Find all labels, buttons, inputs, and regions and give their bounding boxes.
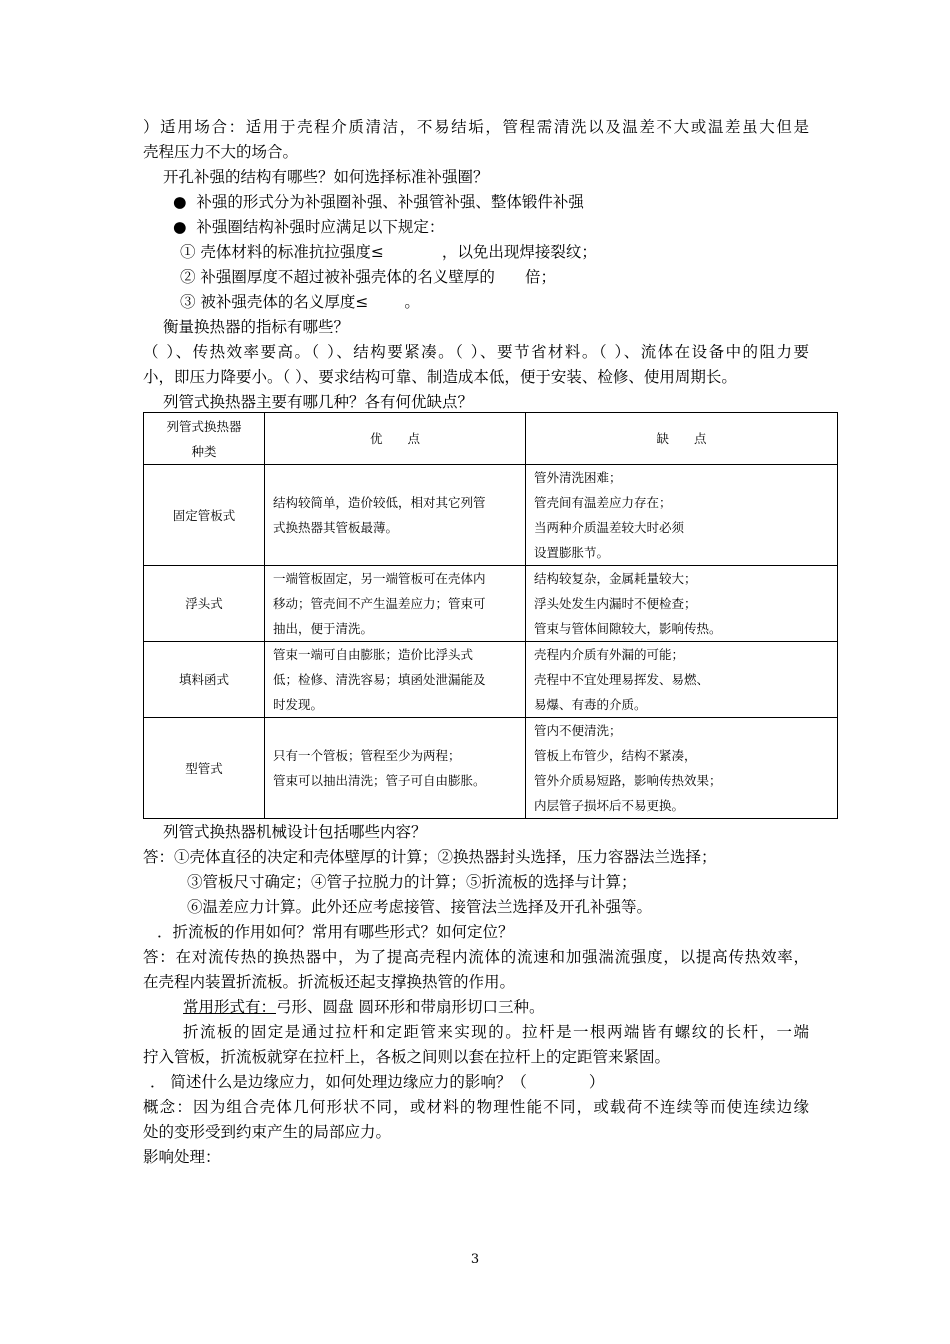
row-type: 型管式	[144, 718, 265, 819]
baffle-forms-text: 弓形、圆盘 圆环形和带扇形切口三种。	[276, 998, 545, 1016]
pros-line: 只有一个管板；管程至少为两程；	[273, 748, 461, 763]
page-number: 3	[470, 1252, 480, 1267]
design-answer-line-3: ⑥温差应力计算。此外还应考虑接管、接管法兰选择及开孔补强等。	[187, 898, 653, 916]
heat-exchanger-types-table	[143, 412, 838, 819]
cons-line: 浮头处发生内漏时不便检查；	[534, 596, 697, 611]
header-type	[144, 413, 265, 465]
baffle-answer-line-1: 答：在对流传热的换热器中，为了提高壳程内流体的流速和加强湍流强度，以提高传热效率，	[143, 948, 809, 966]
table-row	[144, 642, 838, 718]
pros-line: 移动；管壳间不产生温差应力；管束可	[273, 596, 486, 611]
row-type: 浮头式	[144, 566, 265, 642]
bullet-text-1: 补强的形式分为补强圈补强、补强管补强、整体锻件补强	[196, 193, 584, 211]
row-pros	[265, 566, 526, 642]
applicability-line-2: 壳程压力不大的场合。	[143, 143, 299, 161]
design-answer-line-1: 答：①壳体直径的决定和壳体壁厚的计算；②换热器封头选择，压力容器法兰选择；	[143, 848, 717, 866]
baffle-forms-label: 常用形式有：	[183, 998, 277, 1016]
design-question: 列管式换热器机械设计包括哪些内容？	[163, 823, 427, 841]
cons-line: 管内不便清洗；	[534, 723, 622, 738]
row-cons	[526, 465, 838, 566]
rule-1	[180, 242, 597, 262]
bullet-icon: ●	[173, 218, 187, 236]
rule-3-suffix: 。	[404, 293, 420, 311]
table-row	[144, 465, 838, 566]
indicators-answer-line-2: 小，即压力降要小。（ ）、要求结构可靠、制造成本低，便于安装、检修、使用周期长。	[143, 368, 737, 386]
bullet-item-2	[173, 217, 444, 237]
cons-line: 管壳间有温差应力存在；	[534, 495, 672, 510]
cons-line: 壳程中不宜处理易挥发、易燃、	[534, 672, 710, 687]
row-cons	[526, 566, 838, 642]
row-cons	[526, 642, 838, 718]
pros-line: 抽出，便于清洗。	[273, 621, 374, 636]
edge-stress-impact: 影响处理：	[143, 1148, 221, 1166]
table-row	[144, 566, 838, 642]
row-pros	[265, 465, 526, 566]
pros-line: 时发现。	[273, 697, 324, 712]
baffle-forms	[183, 997, 544, 1017]
header-cons: 缺 点	[526, 413, 838, 465]
cons-line: 壳程内介质有外漏的可能；	[534, 647, 685, 662]
indicators-question: 衡量换热器的指标有哪些？	[163, 318, 350, 336]
baffle-fix-line-1: 折流板的固定是通过拉杆和定距管来实现的。拉杆是一根两端皆有螺纹的长杆，一端	[183, 1023, 809, 1041]
baffle-answer-line-2: 在壳程内装置折流板。折流板还起支撑换热管的作用。	[143, 973, 516, 991]
rule-1-suffix: ，以免出现焊接裂纹；	[441, 243, 597, 261]
cons-line: 管外介质易短路，影响传热效果；	[534, 773, 722, 788]
cons-line: 内层管子损坏后不易更换。	[534, 798, 685, 813]
pros-line: 一端管板固定，另一端管板可在壳体内	[273, 571, 486, 586]
edge-stress-question: ． 简述什么是边缘应力，如何处理边缘应力的影响？（ ）	[150, 1073, 605, 1091]
header-type-line-2: 种类	[191, 443, 217, 459]
pros-line: 结构较简单，造价较低，相对其它列管	[273, 495, 486, 510]
indicators-answer-line-1: （ ）、传热效率要高。（ ）、结构要紧凑。（ ）、要节省材料。（ ）、流体在设备中的阻力要	[143, 343, 809, 361]
bullet-item-1	[173, 192, 584, 212]
pros-line: 管束一端可自由膨胀；造价比浮头式	[273, 647, 474, 662]
pros-line: 管束可以抽出清洗；管子可自由膨胀。	[273, 773, 486, 788]
cons-line: 管束与管体间隙较大，影响传热。	[534, 621, 722, 636]
baffle-question: ．折流板的作用如何？常用有哪些形式？如何定位？	[157, 923, 514, 941]
row-type: 填料函式	[144, 642, 265, 718]
cons-line: 易爆、有毒的介质。	[534, 697, 647, 712]
rule-2	[180, 267, 556, 287]
cons-line: 设置膨胀节。	[534, 545, 610, 560]
rule-2-suffix: 倍；	[524, 268, 556, 286]
cons-line: 当两种介质温差较大时必须	[534, 520, 685, 535]
types-question: 列管式换热器主要有哪几种？各有何优缺点？	[163, 393, 474, 411]
rule-3	[180, 292, 420, 312]
pros-line: 式换热器其管板最薄。	[273, 520, 399, 535]
bullet-text-2: 补强圈结构补强时应满足以下规定：	[196, 218, 445, 236]
rule-1-text: ① 壳体材料的标准抗拉强度≤	[180, 243, 384, 261]
reinforcement-question: 开孔补强的结构有哪些？如何选择标准补强圈？	[163, 168, 489, 186]
rule-2-text: ② 补强圈厚度不超过被补强壳体的名义壁厚的	[180, 268, 495, 286]
row-pros	[265, 642, 526, 718]
row-pros	[265, 718, 526, 819]
table-header-row	[144, 413, 838, 465]
edge-stress-concept-line-2: 处的变形受到约束产生的局部应力。	[143, 1123, 392, 1141]
header-type-line-1: 列管式换热器	[166, 418, 242, 434]
pros-line: 低；检修、清洗容易；填函处泄漏能及	[273, 672, 486, 687]
applicability-line-1: ）适用场合：适用于壳程介质清洁，不易结垢，管程需清洗以及温差不大或温差虽大但是	[143, 118, 809, 136]
cons-line: 管板上布管少，结构不紧凑，	[534, 748, 697, 763]
design-answer-line-2: ③管板尺寸确定；④管子拉脱力的计算；⑤折流板的选择与计算；	[187, 873, 637, 891]
row-type: 固定管板式	[144, 465, 265, 566]
cons-line: 管外清洗困难；	[534, 470, 622, 485]
bullet-icon: ●	[173, 193, 187, 211]
row-cons	[526, 718, 838, 819]
cons-line: 结构较复杂，金属耗量较大；	[534, 571, 697, 586]
baffle-fix-line-2: 拧入管板，折流板就穿在拉杆上，各板之间则以套在拉杆上的定距管来紧固。	[143, 1048, 671, 1066]
header-pros: 优 点	[265, 413, 526, 465]
edge-stress-concept-line-1: 概念：因为组合壳体几何形状不同，或材料的物理性能不同，或载荷不连续等而使连续边缘	[143, 1098, 809, 1116]
rule-3-text: ③ 被补强壳体的名义厚度≤	[180, 293, 369, 311]
table-row	[144, 718, 838, 819]
